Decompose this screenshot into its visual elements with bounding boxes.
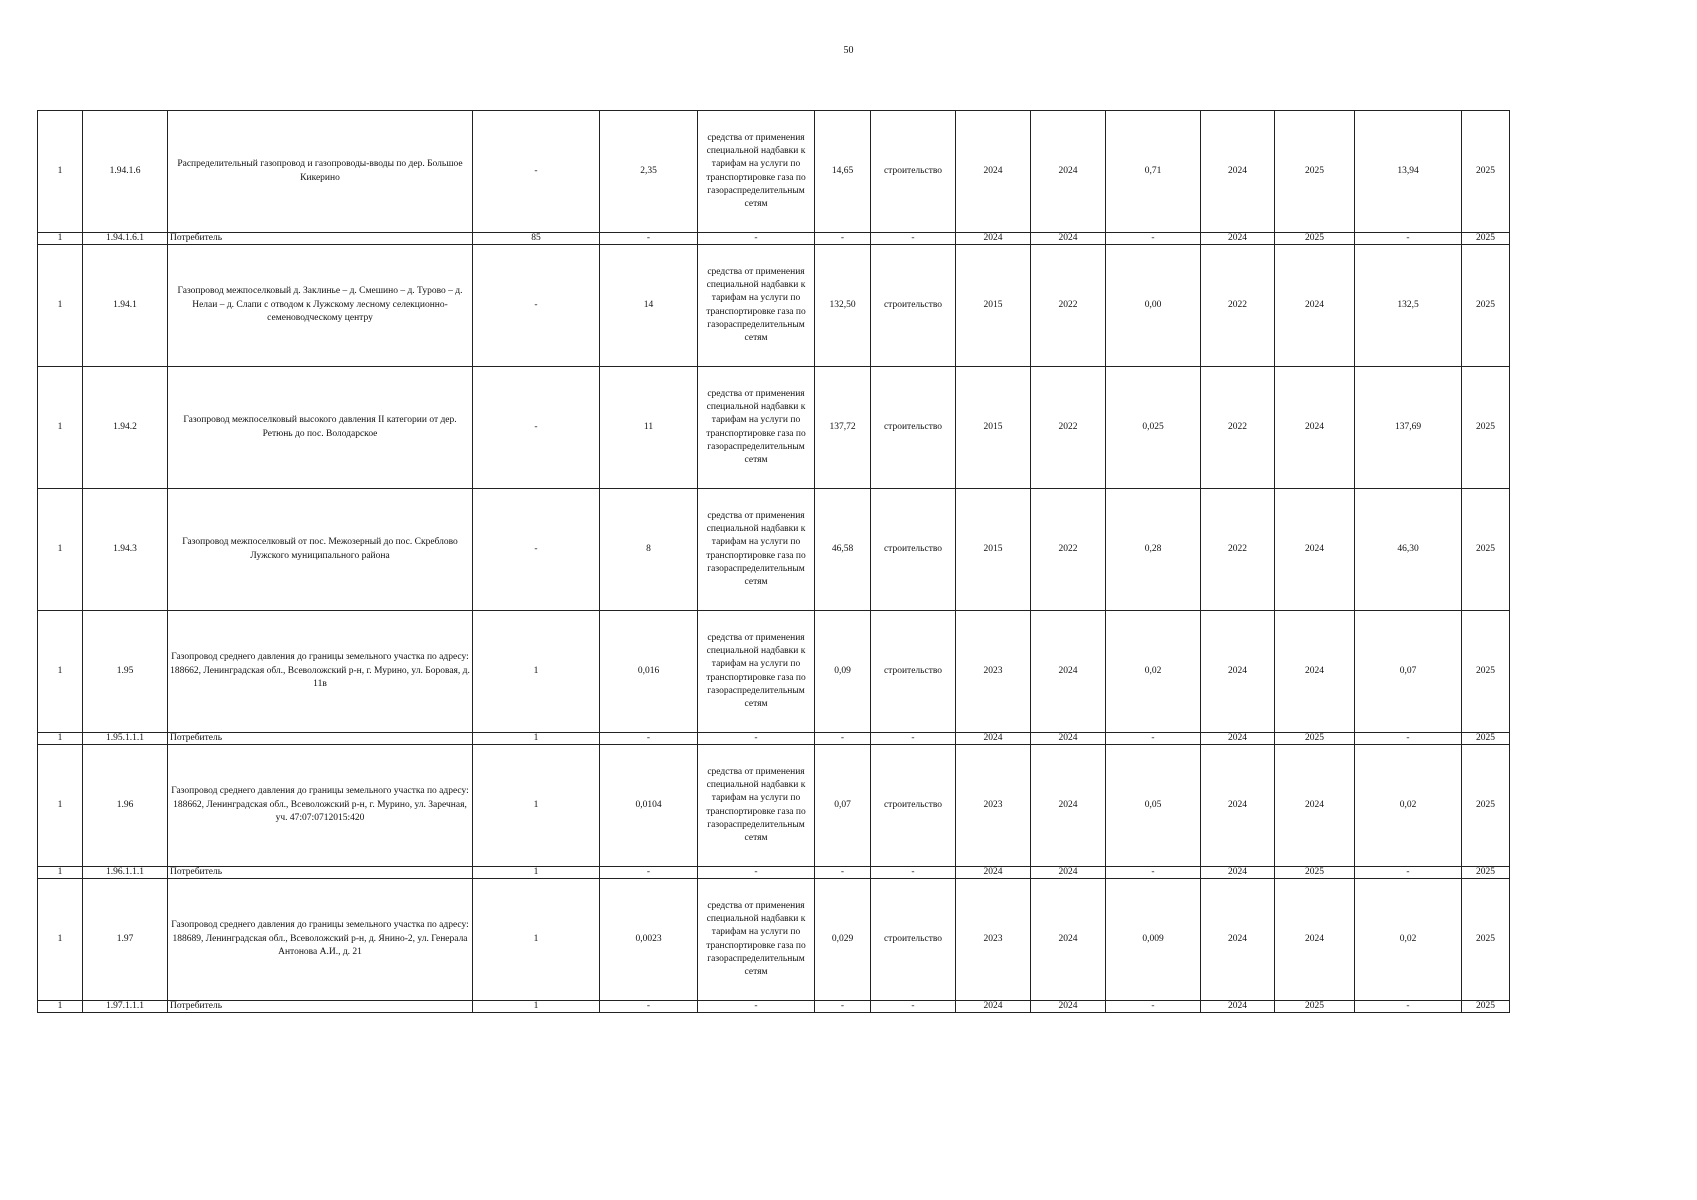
cell-completion-year: 2025 (1462, 867, 1510, 879)
cell-year-3: 2022 (1201, 489, 1275, 611)
cell-length: 0,016 (600, 611, 698, 733)
cell-value-3: 0,02 (1355, 745, 1462, 867)
cell-funding-source: средства от применения специальной надбавки к тарифам на услуги по транспортировке газа по газораспределительным сетям (698, 611, 815, 733)
cell-group: 1 (38, 611, 83, 733)
cell-year-2: 2022 (1031, 489, 1106, 611)
cell-funding-source: средства от применения специальной надбавки к тарифам на услуги по транспортировке газа по газораспределительным сетям (698, 489, 815, 611)
cell-work-type: строительство (871, 489, 956, 611)
cell-group: 1 (38, 1001, 83, 1013)
cell-value-3: - (1355, 867, 1462, 879)
cell-work-type: строительство (871, 245, 956, 367)
cell-value-2: 0,02 (1106, 611, 1201, 733)
cell-value-3: 46,30 (1355, 489, 1462, 611)
table-subrow (38, 867, 1510, 879)
cell-code: 1.97 (83, 879, 168, 1001)
cell-start-year: 2023 (956, 879, 1031, 1001)
cell-start-year: 2023 (956, 745, 1031, 867)
cell-object-name: Потребитель (168, 233, 473, 245)
cell-consumers: 1 (473, 879, 600, 1001)
cell-start-year: 2024 (956, 1001, 1031, 1013)
cell-object-name: Распределительный газопровод и газопроводы-вводы по дер. Большое Кикерино (168, 111, 473, 233)
cell-cost: 0,07 (815, 745, 871, 867)
cell-cost: - (815, 733, 871, 745)
cell-group: 1 (38, 367, 83, 489)
cell-length: 2,35 (600, 111, 698, 233)
cell-funding-source: средства от применения специальной надбавки к тарифам на услуги по транспортировке газа по газораспределительным сетям (698, 111, 815, 233)
cell-completion-year: 2025 (1462, 489, 1510, 611)
cell-completion-year: 2025 (1462, 367, 1510, 489)
cell-length: 0,0023 (600, 879, 698, 1001)
cell-code: 1.94.1.6 (83, 111, 168, 233)
cell-completion-year: 2025 (1462, 233, 1510, 245)
cell-start-year: 2015 (956, 367, 1031, 489)
cell-completion-year: 2025 (1462, 245, 1510, 367)
cell-object-name: Потребитель (168, 1001, 473, 1013)
cell-length: - (600, 867, 698, 879)
table-row (38, 111, 1510, 233)
cell-value-2: 0,28 (1106, 489, 1201, 611)
cell-start-year: 2023 (956, 611, 1031, 733)
cell-value-2: - (1106, 867, 1201, 879)
cell-length: - (600, 233, 698, 245)
cell-code: 1.97.1.1.1 (83, 1001, 168, 1013)
cell-funding-source: средства от применения специальной надбавки к тарифам на услуги по транспортировке газа по газораспределительным сетям (698, 745, 815, 867)
cell-cost: 132,50 (815, 245, 871, 367)
cell-year-4: 2024 (1275, 745, 1355, 867)
cell-group: 1 (38, 111, 83, 233)
cell-cost: 46,58 (815, 489, 871, 611)
cell-work-type: - (871, 233, 956, 245)
cell-year-3: 2024 (1201, 745, 1275, 867)
cell-cost: - (815, 233, 871, 245)
table-row (38, 879, 1510, 1001)
cell-consumers: 1 (473, 611, 600, 733)
cell-consumers: 1 (473, 733, 600, 745)
cell-year-3: 2024 (1201, 611, 1275, 733)
cell-year-4: 2025 (1275, 233, 1355, 245)
cell-year-4: 2024 (1275, 367, 1355, 489)
cell-value-2: - (1106, 1001, 1201, 1013)
cell-year-4: 2024 (1275, 879, 1355, 1001)
table-row (38, 611, 1510, 733)
cell-completion-year: 2025 (1462, 111, 1510, 233)
cell-object-name: Газопровод межпоселковый высокого давления II категории от дер. Ретюнь до пос. Володарское (168, 367, 473, 489)
cell-code: 1.96 (83, 745, 168, 867)
cell-work-type: - (871, 733, 956, 745)
cell-consumers: - (473, 367, 600, 489)
table-row (38, 489, 1510, 611)
cell-value-2: - (1106, 233, 1201, 245)
cell-cost: 137,72 (815, 367, 871, 489)
cell-completion-year: 2025 (1462, 879, 1510, 1001)
cell-start-year: 2024 (956, 867, 1031, 879)
cell-start-year: 2015 (956, 245, 1031, 367)
cell-group: 1 (38, 245, 83, 367)
cell-work-type: строительство (871, 745, 956, 867)
cell-year-2: 2024 (1031, 879, 1106, 1001)
cell-year-3: 2024 (1201, 733, 1275, 745)
cell-year-2: 2024 (1031, 745, 1106, 867)
cell-funding-source: - (698, 733, 815, 745)
table-body (38, 111, 1510, 1013)
cell-completion-year: 2025 (1462, 745, 1510, 867)
cell-work-type: - (871, 1001, 956, 1013)
cell-value-3: 132,5 (1355, 245, 1462, 367)
cell-consumers: 1 (473, 867, 600, 879)
table-subrow (38, 1001, 1510, 1013)
cell-completion-year: 2025 (1462, 1001, 1510, 1013)
cell-value-3: - (1355, 233, 1462, 245)
cell-year-2: 2024 (1031, 1001, 1106, 1013)
cell-completion-year: 2025 (1462, 733, 1510, 745)
cell-code: 1.95 (83, 611, 168, 733)
cell-start-year: 2024 (956, 733, 1031, 745)
cell-object-name: Потребитель (168, 733, 473, 745)
cell-funding-source: средства от применения специальной надбавки к тарифам на услуги по транспортировке газа по газораспределительным сетям (698, 367, 815, 489)
cell-code: 1.94.3 (83, 489, 168, 611)
cell-value-2: 0,05 (1106, 745, 1201, 867)
cell-year-2: 2022 (1031, 367, 1106, 489)
table-row (38, 745, 1510, 867)
cell-value-2: 0,025 (1106, 367, 1201, 489)
cell-year-3: 2024 (1201, 233, 1275, 245)
cell-year-4: 2024 (1275, 489, 1355, 611)
cell-year-3: 2024 (1201, 111, 1275, 233)
cell-group: 1 (38, 745, 83, 867)
cell-funding-source: - (698, 867, 815, 879)
cell-cost: - (815, 867, 871, 879)
cell-length: 8 (600, 489, 698, 611)
cell-consumers: 85 (473, 233, 600, 245)
cell-value-3: 13,94 (1355, 111, 1462, 233)
cell-cost: 14,65 (815, 111, 871, 233)
cell-value-2: - (1106, 733, 1201, 745)
table-subrow (38, 233, 1510, 245)
cell-code: 1.94.1 (83, 245, 168, 367)
cell-group: 1 (38, 733, 83, 745)
cell-start-year: 2015 (956, 489, 1031, 611)
cell-year-2: 2022 (1031, 245, 1106, 367)
cell-length: - (600, 1001, 698, 1013)
cell-value-3: - (1355, 733, 1462, 745)
cell-year-3: 2024 (1201, 1001, 1275, 1013)
cell-year-4: 2024 (1275, 611, 1355, 733)
cell-object-name: Газопровод межпоселковый д. Заклинье – д. Смешино – д. Турово – д. Нелаи – д. Слапи с отводом к Лужскому лесному селекционно-семеноводческому центру (168, 245, 473, 367)
cell-year-4: 2024 (1275, 245, 1355, 367)
cell-object-name: Газопровод среднего давления до границы земельного участка по адресу: 188689, Ленинградская обл., Всеволожский р-н, д. Янино-2, ул. Генерала Антонова А.И., д. 21 (168, 879, 473, 1001)
cell-cost: 0,09 (815, 611, 871, 733)
cell-group: 1 (38, 879, 83, 1001)
cell-year-2: 2024 (1031, 733, 1106, 745)
cell-year-4: 2025 (1275, 733, 1355, 745)
cell-funding-source: средства от применения специальной надбавки к тарифам на услуги по транспортировке газа по газораспределительным сетям (698, 245, 815, 367)
cell-year-2: 2024 (1031, 867, 1106, 879)
cell-group: 1 (38, 489, 83, 611)
cell-work-type: - (871, 867, 956, 879)
cell-code: 1.96.1.1.1 (83, 867, 168, 879)
cell-cost: 0,029 (815, 879, 871, 1001)
cell-group: 1 (38, 867, 83, 879)
cell-value-2: 0,009 (1106, 879, 1201, 1001)
cell-consumers: 1 (473, 745, 600, 867)
cell-year-2: 2024 (1031, 111, 1106, 233)
cell-object-name: Газопровод среднего давления до границы земельного участка по адресу: 188662, Ленинградская обл., Всеволожский р-н, г. Мурино, ул. Заречная, уч. 47:07:0712015:420 (168, 745, 473, 867)
cell-year-4: 2025 (1275, 111, 1355, 233)
cell-work-type: строительство (871, 611, 956, 733)
table-row (38, 367, 1510, 489)
cell-length: 14 (600, 245, 698, 367)
cell-value-3: 0,02 (1355, 879, 1462, 1001)
cell-consumers: - (473, 111, 600, 233)
cell-work-type: строительство (871, 111, 956, 233)
table-row (38, 245, 1510, 367)
cell-start-year: 2024 (956, 233, 1031, 245)
cell-consumers: - (473, 245, 600, 367)
cell-work-type: строительство (871, 879, 956, 1001)
cell-year-3: 2024 (1201, 879, 1275, 1001)
cell-completion-year: 2025 (1462, 611, 1510, 733)
cell-value-3: 0,07 (1355, 611, 1462, 733)
cell-consumers: 1 (473, 1001, 600, 1013)
cell-length: 11 (600, 367, 698, 489)
cell-value-2: 0,71 (1106, 111, 1201, 233)
cell-value-2: 0,00 (1106, 245, 1201, 367)
cell-funding-source: - (698, 233, 815, 245)
cell-length: 0,0104 (600, 745, 698, 867)
cell-year-2: 2024 (1031, 233, 1106, 245)
cell-year-4: 2025 (1275, 867, 1355, 879)
cell-object-name: Потребитель (168, 867, 473, 879)
cell-year-3: 2022 (1201, 245, 1275, 367)
cell-code: 1.95.1.1.1 (83, 733, 168, 745)
cell-funding-source: - (698, 1001, 815, 1013)
table-subrow (38, 733, 1510, 745)
cell-code: 1.94.2 (83, 367, 168, 489)
cell-value-3: 137,69 (1355, 367, 1462, 489)
cell-object-name: Газопровод межпоселковый от пос. Межозерный до пос. Скреблово Лужского муниципального района (168, 489, 473, 611)
cell-consumers: - (473, 489, 600, 611)
cell-year-4: 2025 (1275, 1001, 1355, 1013)
investment-program-table (37, 110, 1510, 1013)
cell-year-2: 2024 (1031, 611, 1106, 733)
cell-work-type: строительство (871, 367, 956, 489)
cell-start-year: 2024 (956, 111, 1031, 233)
page-number: 50 (843, 45, 854, 56)
cell-year-3: 2024 (1201, 867, 1275, 879)
cell-funding-source: средства от применения специальной надбавки к тарифам на услуги по транспортировке газа по газораспределительным сетям (698, 879, 815, 1001)
cell-length: - (600, 733, 698, 745)
cell-cost: - (815, 1001, 871, 1013)
cell-value-3: - (1355, 1001, 1462, 1013)
cell-year-3: 2022 (1201, 367, 1275, 489)
cell-group: 1 (38, 233, 83, 245)
cell-object-name: Газопровод среднего давления до границы земельного участка по адресу: 188662, Ленинградская обл., Всеволожский р-н, г. Мурино, ул. Боровая, д. 11в (168, 611, 473, 733)
cell-code: 1.94.1.6.1 (83, 233, 168, 245)
